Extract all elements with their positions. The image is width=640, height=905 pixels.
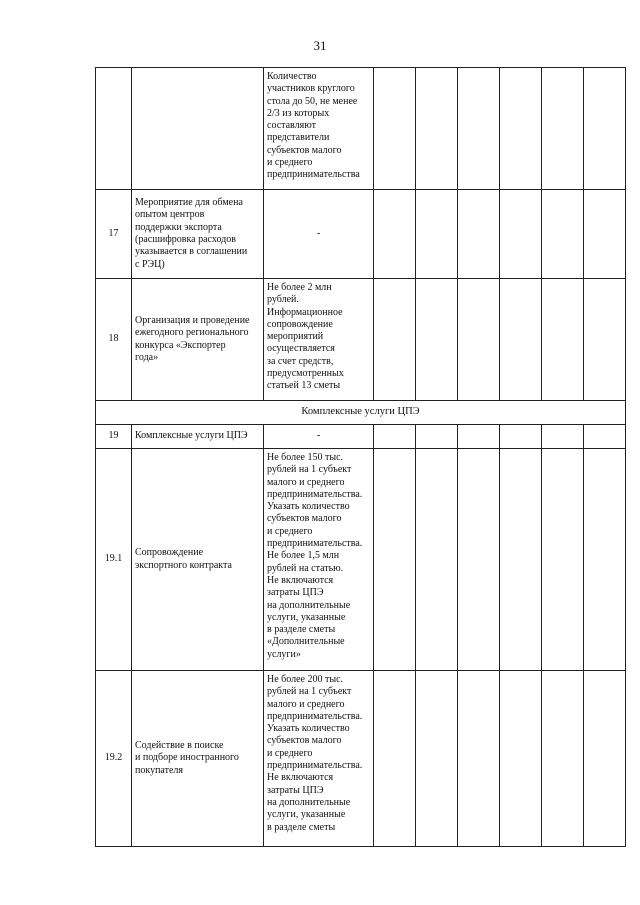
table-row bbox=[96, 671, 626, 847]
empty-cell bbox=[416, 671, 458, 847]
empty-cell bbox=[500, 425, 542, 449]
row-name bbox=[132, 68, 264, 190]
row-condition: Не более 150 тыс. рублей на 1 субъект малого и среднего предпринимательства. Указать количество субъектов малого и среднего предпринимательства. Не более 1,5 млн рублей на статью. Не включаются затраты ЦПЭ на дополнительные услуги, указанные в разделе сметы «Дополнительные услуги» bbox=[264, 449, 374, 671]
empty-cell bbox=[500, 190, 542, 279]
table-row bbox=[96, 425, 626, 449]
empty-cell bbox=[416, 425, 458, 449]
estimate-table bbox=[95, 67, 626, 847]
table-row bbox=[96, 68, 626, 190]
empty-cell bbox=[584, 190, 626, 279]
row-condition: Не более 2 млн рублей. Информационное сопровождение мероприятий осуществляется за счет средств, предусмотренных статьей 13 сметы bbox=[264, 279, 374, 401]
empty-cell bbox=[374, 425, 416, 449]
table-row bbox=[96, 449, 626, 671]
empty-cell bbox=[374, 190, 416, 279]
section-row bbox=[96, 401, 626, 425]
empty-cell bbox=[584, 279, 626, 401]
empty-cell bbox=[542, 190, 584, 279]
row-name: Организация и проведение ежегодного регионального конкурса «Экспортер года» bbox=[132, 279, 264, 401]
empty-cell bbox=[584, 425, 626, 449]
row-name: Комплексные услуги ЦПЭ bbox=[132, 425, 264, 449]
empty-cell bbox=[374, 68, 416, 190]
empty-cell bbox=[416, 279, 458, 401]
row-number bbox=[96, 68, 132, 190]
empty-cell bbox=[542, 425, 584, 449]
row-name: Мероприятие для обмена опытом центров поддержки экспорта (расшифровка расходов указывается в соглашении с РЭЦ) bbox=[132, 190, 264, 279]
row-condition: Не более 200 тыс. рублей на 1 субъект малого и среднего предпринимательства. Указать количество субъектов малого и среднего предпринимательства. Не включаются затраты ЦПЭ на дополнительные услуги, указанные в разделе сметы bbox=[264, 671, 374, 847]
empty-cell bbox=[458, 68, 500, 190]
empty-cell bbox=[374, 671, 416, 847]
empty-cell bbox=[458, 671, 500, 847]
empty-cell bbox=[584, 671, 626, 847]
empty-cell bbox=[542, 671, 584, 847]
empty-cell bbox=[458, 190, 500, 279]
empty-cell bbox=[542, 68, 584, 190]
section-header: Комплексные услуги ЦПЭ bbox=[96, 401, 626, 425]
row-number: 18 bbox=[96, 279, 132, 401]
empty-cell bbox=[458, 449, 500, 671]
empty-cell bbox=[500, 449, 542, 671]
empty-cell bbox=[374, 449, 416, 671]
empty-cell bbox=[542, 449, 584, 671]
row-condition: Количество участников круглого стола до 50, не менее 2/3 из которых составляют представители субъектов малого и среднего предпринимательства bbox=[264, 68, 374, 190]
empty-cell bbox=[542, 279, 584, 401]
empty-cell bbox=[584, 449, 626, 671]
empty-cell bbox=[500, 279, 542, 401]
empty-cell bbox=[374, 279, 416, 401]
empty-cell bbox=[500, 671, 542, 847]
table-row bbox=[96, 279, 626, 401]
row-condition: - bbox=[264, 425, 374, 449]
row-name: Содействие в поиске и подборе иностранного покупателя bbox=[132, 671, 264, 847]
empty-cell bbox=[458, 279, 500, 401]
row-condition: - bbox=[264, 190, 374, 279]
row-number: 17 bbox=[96, 190, 132, 279]
empty-cell bbox=[416, 190, 458, 279]
row-number: 19.1 bbox=[96, 449, 132, 671]
page-number: 31 bbox=[313, 38, 327, 53]
empty-cell bbox=[416, 68, 458, 190]
empty-cell bbox=[458, 425, 500, 449]
row-number: 19 bbox=[96, 425, 132, 449]
row-number: 19.2 bbox=[96, 671, 132, 847]
empty-cell bbox=[416, 449, 458, 671]
empty-cell bbox=[500, 68, 542, 190]
table-row bbox=[96, 190, 626, 279]
row-name: Сопровождение экспортного контракта bbox=[132, 449, 264, 671]
empty-cell bbox=[584, 68, 626, 190]
